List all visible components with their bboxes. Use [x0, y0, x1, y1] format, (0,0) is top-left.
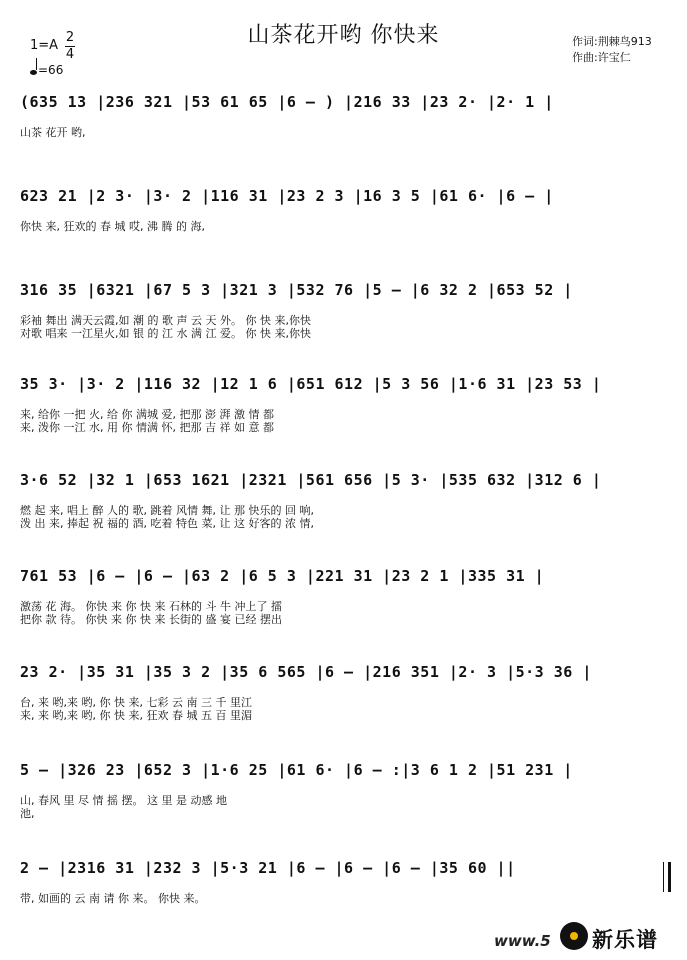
music-line: 2 — |2316 31 |232 3 |5·3 21 |6 — |6 — |6 — |35 60 ||: [20, 859, 516, 877]
system-4: [20, 368, 668, 458]
system-2: [20, 180, 668, 270]
lyric-verse-2: 来, 来 哟,来 哟, 你 快 来, 狂欢 春 城 五 百 里湄: [20, 709, 252, 722]
lyric-verse-1: 激荡 花 海。 你快 来 你 快 来 石林的 斗 牛 冲上了 擂: [20, 600, 282, 613]
system-7: [20, 656, 668, 746]
music-line: 3·6 52 |32 1 |653 1621 |2321 |561 656 |5 3· |535 632 |312 6 |: [20, 471, 602, 489]
system-3: [20, 274, 668, 364]
music-line: (635 13 |236 321 |53 61 65 |6 — ) |216 33 |23 2· |2· 1 |: [20, 93, 554, 111]
final-barline: [663, 862, 671, 892]
lyric-verse-2: 泼 出 来, 捧起 祝 福的 酒, 吃着 特色 菜, 让 这 好客的 浓 情,: [20, 517, 314, 530]
lyric-verse-2: 对歌 唱来 一江星火,如 银 的 江 水 满 江 爱。 你 快 来,你快: [20, 327, 311, 340]
lyric-verse-1: 台, 来 哟,来 哟, 你 快 来, 七彩 云 南 三 千 里江: [20, 696, 252, 709]
lyric-verse-2: 把你 款 待。 你快 来 你 快 来 长街的 盛 宴 已经 摆出: [20, 613, 282, 626]
music-line: 23 2· |35 31 |35 3 2 |35 6 565 |6 — |216 351 |2· 3 |5·3 36 |: [20, 663, 592, 681]
music-line: 623 21 |2 3· |3· 2 |116 31 |23 2 3 |16 3 5 |61 6· |6 — |: [20, 187, 554, 205]
music-line: 761 53 |6 — |6 — |63 2 |6 5 3 |221 31 |23 2 1 |335 31 |: [20, 567, 545, 585]
meter-bottom: 4: [65, 47, 75, 62]
key-signature: 1=A: [30, 38, 59, 53]
note-stem: [36, 58, 37, 70]
tempo-mark: [30, 62, 63, 77]
lyric-verse-1: 你快 来, 狂欢的 春 城 哎, 沸 腾 的 海,: [20, 220, 205, 233]
composer-credit: 作曲:许宝仁: [572, 51, 631, 64]
lyric-verse-1: 彩袖 舞出 满天云霞,如 潮 的 歌 声 云 天 外。 你 快 来,你快: [20, 314, 311, 327]
lyric-verse-1: 山茶 花开 哟,: [20, 126, 86, 139]
system-6: [20, 560, 668, 650]
system-5: [20, 464, 668, 554]
lyric-verse-1: 燃 起 来, 唱上 醉 人的 歌, 跳着 风情 舞, 让 那 快乐的 回 响,: [20, 504, 314, 517]
watermark-brand: 新乐谱: [592, 928, 658, 952]
lyric-verse-1: 带, 如画的 云 南 请 你 来。 你快 来。: [20, 892, 206, 905]
vinyl-disc-icon: [560, 922, 588, 950]
system-1: [20, 86, 668, 176]
lyric-verse-2: 来, 泼你 一江 水, 用 你 情满 怀, 把那 吉 祥 如 意 都: [20, 421, 274, 434]
site-watermark: [494, 920, 684, 954]
music-line: 316 35 |6321 |67 5 3 |321 3 |532 76 |5 — |6 32 2 |653 52 |: [20, 281, 573, 299]
music-line: 5 — |326 23 |652 3 |1·6 25 |61 6· |6 — :|3 6 1 2 |51 231 |: [20, 761, 573, 779]
quarter-note-icon: [30, 70, 37, 75]
tempo-value: =66: [38, 63, 64, 77]
time-signature: [64, 30, 76, 63]
system-8: [20, 754, 668, 844]
lyricist-credit: 作词:荆棘鸟913: [572, 35, 652, 48]
watermark-url: www.5: [494, 932, 551, 950]
lyric-verse-1: 来, 给你 一把 火, 给 你 满城 爱, 把那 澎 湃 激 情 都: [20, 408, 274, 421]
lyric-verse-2: 池,: [20, 807, 35, 820]
lyric-verse-1: 山, 春风 里 尽 情 摇 摆。 这 里 是 动感 地: [20, 794, 227, 807]
credits: [572, 34, 652, 66]
song-title: 山茶花开哟 你快来: [247, 23, 440, 48]
music-line: 35 3· |3· 2 |116 32 |12 1 6 |651 612 |5 3 56 |1·6 31 |23 53 |: [20, 375, 602, 393]
meter-top: 2: [65, 30, 75, 45]
